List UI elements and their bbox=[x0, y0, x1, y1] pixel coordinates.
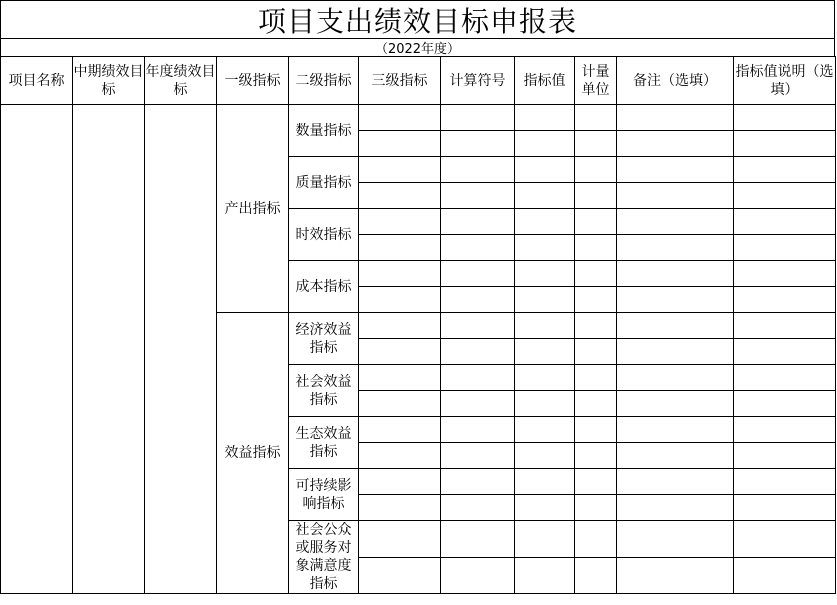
header-level1: 一级指标 bbox=[217, 57, 289, 105]
form-title: 项目支出绩效目标申报表 bbox=[0, 0, 835, 38]
remarks-cell[interactable] bbox=[617, 469, 734, 495]
remarks-cell[interactable] bbox=[617, 521, 734, 558]
unit-cell[interactable] bbox=[575, 313, 617, 339]
calc-symbol-cell[interactable] bbox=[441, 183, 515, 209]
index-desc-cell[interactable] bbox=[734, 365, 836, 391]
unit-cell[interactable] bbox=[575, 235, 617, 261]
level3-cell[interactable] bbox=[359, 495, 441, 521]
remarks-cell[interactable] bbox=[617, 235, 734, 261]
level2-cell: 质量指标 bbox=[289, 157, 359, 209]
remarks-cell[interactable] bbox=[617, 365, 734, 391]
header-unit: 计量单位 bbox=[575, 57, 617, 105]
index-value-cell[interactable] bbox=[515, 261, 575, 287]
remarks-cell[interactable] bbox=[617, 557, 734, 594]
index-desc-cell[interactable] bbox=[734, 131, 836, 157]
calc-symbol-cell[interactable] bbox=[441, 443, 515, 469]
index-value-cell[interactable] bbox=[515, 557, 575, 594]
index-desc-cell[interactable] bbox=[734, 417, 836, 443]
index-value-cell[interactable] bbox=[515, 339, 575, 365]
indicator-table bbox=[0, 56, 836, 594]
table-body bbox=[1, 105, 836, 594]
header-calc-symbol: 计算符号 bbox=[441, 57, 515, 105]
index-desc-cell[interactable] bbox=[734, 183, 836, 209]
remarks-cell[interactable] bbox=[617, 495, 734, 521]
index-value-cell[interactable] bbox=[515, 287, 575, 313]
calc-symbol-cell[interactable] bbox=[441, 235, 515, 261]
level3-cell[interactable] bbox=[359, 443, 441, 469]
header-row bbox=[1, 57, 836, 105]
level3-cell[interactable] bbox=[359, 209, 441, 235]
level3-cell[interactable] bbox=[359, 157, 441, 183]
project-name-cell[interactable] bbox=[1, 105, 73, 594]
remarks-cell[interactable] bbox=[617, 339, 734, 365]
level2-cell: 社会效益指标 bbox=[289, 365, 359, 417]
level3-cell[interactable] bbox=[359, 417, 441, 443]
remarks-cell[interactable] bbox=[617, 261, 734, 287]
level3-cell[interactable] bbox=[359, 235, 441, 261]
midterm-goal-cell[interactable] bbox=[73, 105, 145, 594]
index-desc-cell[interactable] bbox=[734, 391, 836, 417]
index-desc-cell[interactable] bbox=[734, 235, 836, 261]
index-value-cell[interactable] bbox=[515, 391, 575, 417]
unit-cell[interactable] bbox=[575, 157, 617, 183]
table-row bbox=[1, 105, 836, 131]
remarks-cell[interactable] bbox=[617, 183, 734, 209]
index-value-cell[interactable] bbox=[515, 443, 575, 469]
index-desc-cell[interactable] bbox=[734, 209, 836, 235]
annual-goal-cell[interactable] bbox=[145, 105, 217, 594]
unit-cell[interactable] bbox=[575, 105, 617, 131]
calc-symbol-cell[interactable] bbox=[441, 131, 515, 157]
level3-cell[interactable] bbox=[359, 131, 441, 157]
unit-cell[interactable] bbox=[575, 183, 617, 209]
level2-cell: 成本指标 bbox=[289, 261, 359, 313]
level3-cell[interactable] bbox=[359, 521, 441, 558]
header-level3: 三级指标 bbox=[359, 57, 441, 105]
remarks-cell[interactable] bbox=[617, 105, 734, 131]
calc-symbol-cell[interactable] bbox=[441, 313, 515, 339]
index-value-cell[interactable] bbox=[515, 131, 575, 157]
unit-cell[interactable] bbox=[575, 209, 617, 235]
form-year: （2022年度） bbox=[0, 38, 835, 56]
remarks-cell[interactable] bbox=[617, 131, 734, 157]
unit-cell[interactable] bbox=[575, 557, 617, 594]
calc-symbol-cell[interactable] bbox=[441, 287, 515, 313]
level3-cell[interactable] bbox=[359, 557, 441, 594]
level2-cell: 经济效益指标 bbox=[289, 313, 359, 365]
unit-cell[interactable] bbox=[575, 287, 617, 313]
level2-cell: 数量指标 bbox=[289, 105, 359, 157]
index-desc-cell[interactable] bbox=[734, 313, 836, 339]
unit-cell[interactable] bbox=[575, 339, 617, 365]
level3-cell[interactable] bbox=[359, 365, 441, 391]
index-value-cell[interactable] bbox=[515, 469, 575, 495]
index-desc-cell[interactable] bbox=[734, 261, 836, 287]
level3-cell[interactable] bbox=[359, 313, 441, 339]
level3-cell[interactable] bbox=[359, 183, 441, 209]
unit-cell[interactable] bbox=[575, 443, 617, 469]
unit-cell[interactable] bbox=[575, 391, 617, 417]
remarks-cell[interactable] bbox=[617, 157, 734, 183]
level3-cell[interactable] bbox=[359, 105, 441, 131]
index-desc-cell[interactable] bbox=[734, 105, 836, 131]
level3-cell[interactable] bbox=[359, 339, 441, 365]
calc-symbol-cell[interactable] bbox=[441, 105, 515, 131]
remarks-cell[interactable] bbox=[617, 313, 734, 339]
calc-symbol-cell[interactable] bbox=[441, 417, 515, 443]
index-value-cell[interactable] bbox=[515, 157, 575, 183]
index-desc-cell[interactable] bbox=[734, 521, 836, 558]
calc-symbol-cell[interactable] bbox=[441, 209, 515, 235]
header-midterm-goal: 中期绩效目标 bbox=[73, 57, 145, 105]
remarks-cell[interactable] bbox=[617, 443, 734, 469]
header-index-value: 指标值 bbox=[515, 57, 575, 105]
index-desc-cell[interactable] bbox=[734, 287, 836, 313]
index-value-cell[interactable] bbox=[515, 365, 575, 391]
index-desc-cell[interactable] bbox=[734, 339, 836, 365]
index-value-cell[interactable] bbox=[515, 313, 575, 339]
level1-cell: 效益指标 bbox=[217, 313, 289, 594]
header-level2: 二级指标 bbox=[289, 57, 359, 105]
level1-cell: 产出指标 bbox=[217, 105, 289, 313]
level2-cell: 生态效益指标 bbox=[289, 417, 359, 469]
level3-cell[interactable] bbox=[359, 261, 441, 287]
unit-cell[interactable] bbox=[575, 495, 617, 521]
level2-cell: 社会公众或服务对象满意度指标 bbox=[289, 521, 359, 594]
remarks-cell[interactable] bbox=[617, 287, 734, 313]
unit-cell[interactable] bbox=[575, 469, 617, 495]
remarks-cell[interactable] bbox=[617, 417, 734, 443]
level3-cell[interactable] bbox=[359, 469, 441, 495]
index-value-cell[interactable] bbox=[515, 521, 575, 558]
index-desc-cell[interactable] bbox=[734, 469, 836, 495]
unit-cell[interactable] bbox=[575, 417, 617, 443]
calc-symbol-cell[interactable] bbox=[441, 469, 515, 495]
header-project-name: 项目名称 bbox=[1, 57, 73, 105]
level2-cell: 时效指标 bbox=[289, 209, 359, 261]
index-desc-cell[interactable] bbox=[734, 495, 836, 521]
unit-cell[interactable] bbox=[575, 365, 617, 391]
calc-symbol-cell[interactable] bbox=[441, 261, 515, 287]
index-desc-cell[interactable] bbox=[734, 157, 836, 183]
calc-symbol-cell[interactable] bbox=[441, 365, 515, 391]
unit-cell[interactable] bbox=[575, 521, 617, 558]
index-value-cell[interactable] bbox=[515, 495, 575, 521]
unit-cell[interactable] bbox=[575, 261, 617, 287]
index-value-cell[interactable] bbox=[515, 417, 575, 443]
level3-cell[interactable] bbox=[359, 287, 441, 313]
index-desc-cell[interactable] bbox=[734, 557, 836, 594]
unit-cell[interactable] bbox=[575, 131, 617, 157]
calc-symbol-cell[interactable] bbox=[441, 521, 515, 558]
header-remarks: 备注（选填） bbox=[617, 57, 734, 105]
calc-symbol-cell[interactable] bbox=[441, 557, 515, 594]
calc-symbol-cell[interactable] bbox=[441, 157, 515, 183]
index-value-cell[interactable] bbox=[515, 183, 575, 209]
header-index-desc: 指标值说明（选填） bbox=[734, 57, 836, 105]
index-value-cell[interactable] bbox=[515, 209, 575, 235]
calc-symbol-cell[interactable] bbox=[441, 495, 515, 521]
index-value-cell[interactable] bbox=[515, 235, 575, 261]
remarks-cell[interactable] bbox=[617, 209, 734, 235]
remarks-cell[interactable] bbox=[617, 391, 734, 417]
header-annual-goal: 年度绩效目标 bbox=[145, 57, 217, 105]
index-value-cell[interactable] bbox=[515, 105, 575, 131]
level3-cell[interactable] bbox=[359, 391, 441, 417]
calc-symbol-cell[interactable] bbox=[441, 391, 515, 417]
index-desc-cell[interactable] bbox=[734, 443, 836, 469]
calc-symbol-cell[interactable] bbox=[441, 339, 515, 365]
level2-cell: 可持续影响指标 bbox=[289, 469, 359, 521]
